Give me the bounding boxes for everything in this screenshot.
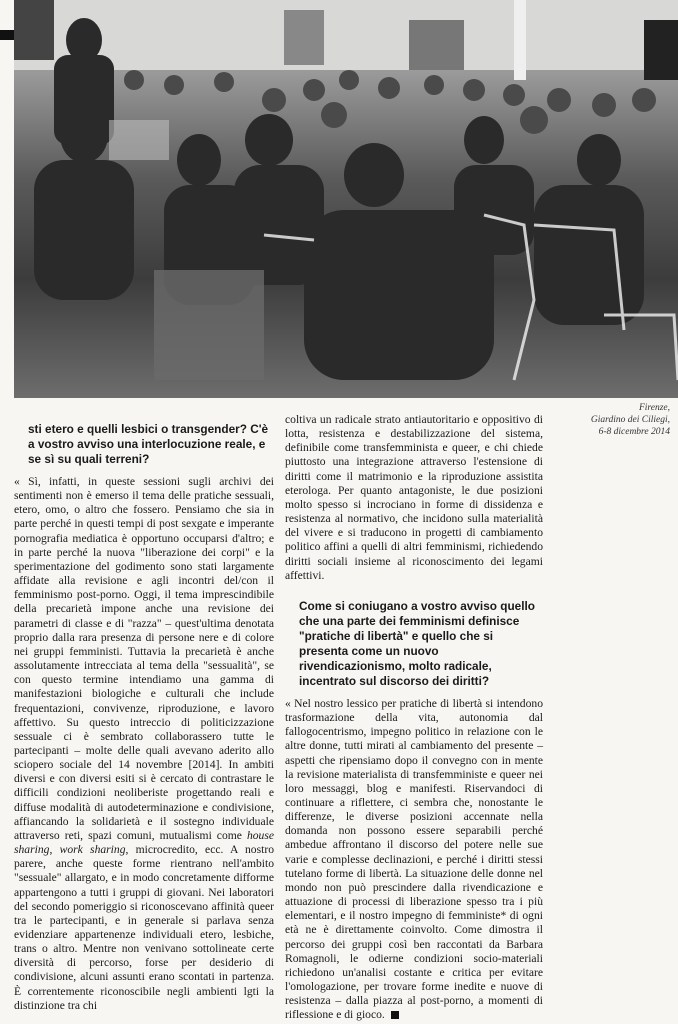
answer-text-b: , [49,843,60,857]
question-second: Come si coniugano a vostro avviso quello che una parte dei femminismi definisce "pratiche di libertà" e quello che si presenta come un nuovo rivendicazionismo, molto radicale, incentrato sul discorso dei diritti? [299,598,535,688]
right-column [285,413,543,1022]
answer-paragraph-right [285,697,543,1023]
answer-continued: coltiva un radicale strato antiautoritario e oppositivo di lotta, resistenza e destabilizzazione del sistema, definibile come transfemminista e queer, e chi chiede piuttosto una integrazione attraverso l'estensione di diritti come il matrimonio e la riproduzione assistita eterologa. Per quanto antagoniste, le due posizioni molto spesso si incrociano in forme di dissidenza e resistenza al normativo, che incidono sulla materialità del vivere e si traducono in progetti di cambiamento politico affini a quelli di altri femminismi, richiedendo diritti sociali insieme al riconoscimento dei legami affettivi. [285,413,543,582]
corner-mark [0,30,14,40]
left-column [14,422,274,1013]
caption-venue: Giardino dei Ciliegi, [590,415,670,425]
answer-text-right: « Nel nostro lessico per pratiche di libertà si intendono trasformazione della vita, autonomia dal fallogocentrismo, impegno politico in relazione con le altre donne, tutti mirati al cambiamento del presente – aspetti che ripensiamo dopo il convegno con in mente la revisione materialista di transfemministe e queer nei loro messaggi, blog e manifesti. Riservandoci di continuare a riflettere, ci sembra che, nonostante le differenze, le diverse posizioni accennate nella domanda non possono essere separabili perché ambedue affrontano il discorso del potere nelle sue varie e complesse declinazioni, e perché i diritti stessi tutelano forme di libertà. La situazione delle donne nel mondo non può prescindere dalla rivendicazione e attuazione di processi di liberazione spesso tra i più elementari, e il nostro impegno di femministe* di ogni età ne è direttamente coinvolto. Come dimostra il percorso dei gruppi così ben raccontati da Barbara Romagnoli, le odierne condizioni socio-materiali richiedono un'analisi costante e critica per evitare l'omologazione, per trovare forme inedite e nuove di resistenza – dalla piazza al post-porno, a momenti di riflessione e di gioco. [285,696,543,1022]
answer-text-c: , microcredito, ecc. A nostro parere, anche queste forme rientrano nell'ambito "sessuale" allargato, e in modo concretamente difforme appartengono a tutti i gruppi di giovani. Nei laboratori del secondo pomeriggio si riconoscevano affinità queer tra le partecipanti, e in generale si parlava senza evidenziare appartenenze individuali etero, lesbiche, trans o altro. Mentre non venivano sottolineate certe diversità di percorso, forse per desiderio di condivisione, alcuni assunti erano scontati in partenza. È correntemente riconoscibile negli ambienti lgti la distinzione tra chi [14,843,274,1012]
answer-paragraph-left [14,475,274,1013]
caption-city: Firenze, [638,403,670,413]
italic-house-sharing: house sharing [14,828,274,857]
audience-illustration [14,0,678,398]
end-mark-icon [391,1011,399,1019]
caption-date: 6-8 dicembre 2014 [598,427,670,437]
italic-work-sharing: work sharing [59,843,126,857]
answer-text-a: « Sì, infatti, in queste sessioni sugli archivi dei sentimenti non è emerso il tema delle pratiche sessuali, etero, omo, o altro che fossero. Pensiamo che sia in parte perché in questi tempi di post sexgate e imperante pornografia mediatica è opportuno occuparsi d'altro; e in parte perché la nuova "liberazione dei corpi" e la sperimentazione del godimento sono stati largamente affidate alla revisione e agli incontri del/con il femminismo post-porno. Oggi, il tema imprescindibile della precarietà impone anche una revisione dei parametri di classe e di "razza" – quest'ultima denotata proprio dalla rara presenza di persone nere e di colore nei gruppi femministi. Tuttavia la precarietà è anche assolutamente intrecciata al tema della "sessualità", se con questo termine intendiamo una gamma di manifestazioni biologiche e culturali che include frequentazioni, convivenze, riproduzione, e lavoro affettivo. Su questo intreccio di politicizzazione sessuale ci è sembrato collaborassero tutte le partecipanti – molte delle quali avevano aderito allo sciopero sociale del 14 novembre [2014]. In ambiti diversi e con diversi esiti si è cercato di contrastare le difficili condizioni neoliberiste progettando reali e diffuse modalità di autodeterminazione e condivisione, affiancando la solidarietà e il sostegno individuale attraverso reti, spazi comuni, mutualismi come [14,475,274,842]
question-continued: sti etero e quelli lesbici o transgender? C'è a vostro avviso una interlocuzione reale, e se sì su quali terreni? [28,422,269,466]
event-photo [14,0,678,398]
